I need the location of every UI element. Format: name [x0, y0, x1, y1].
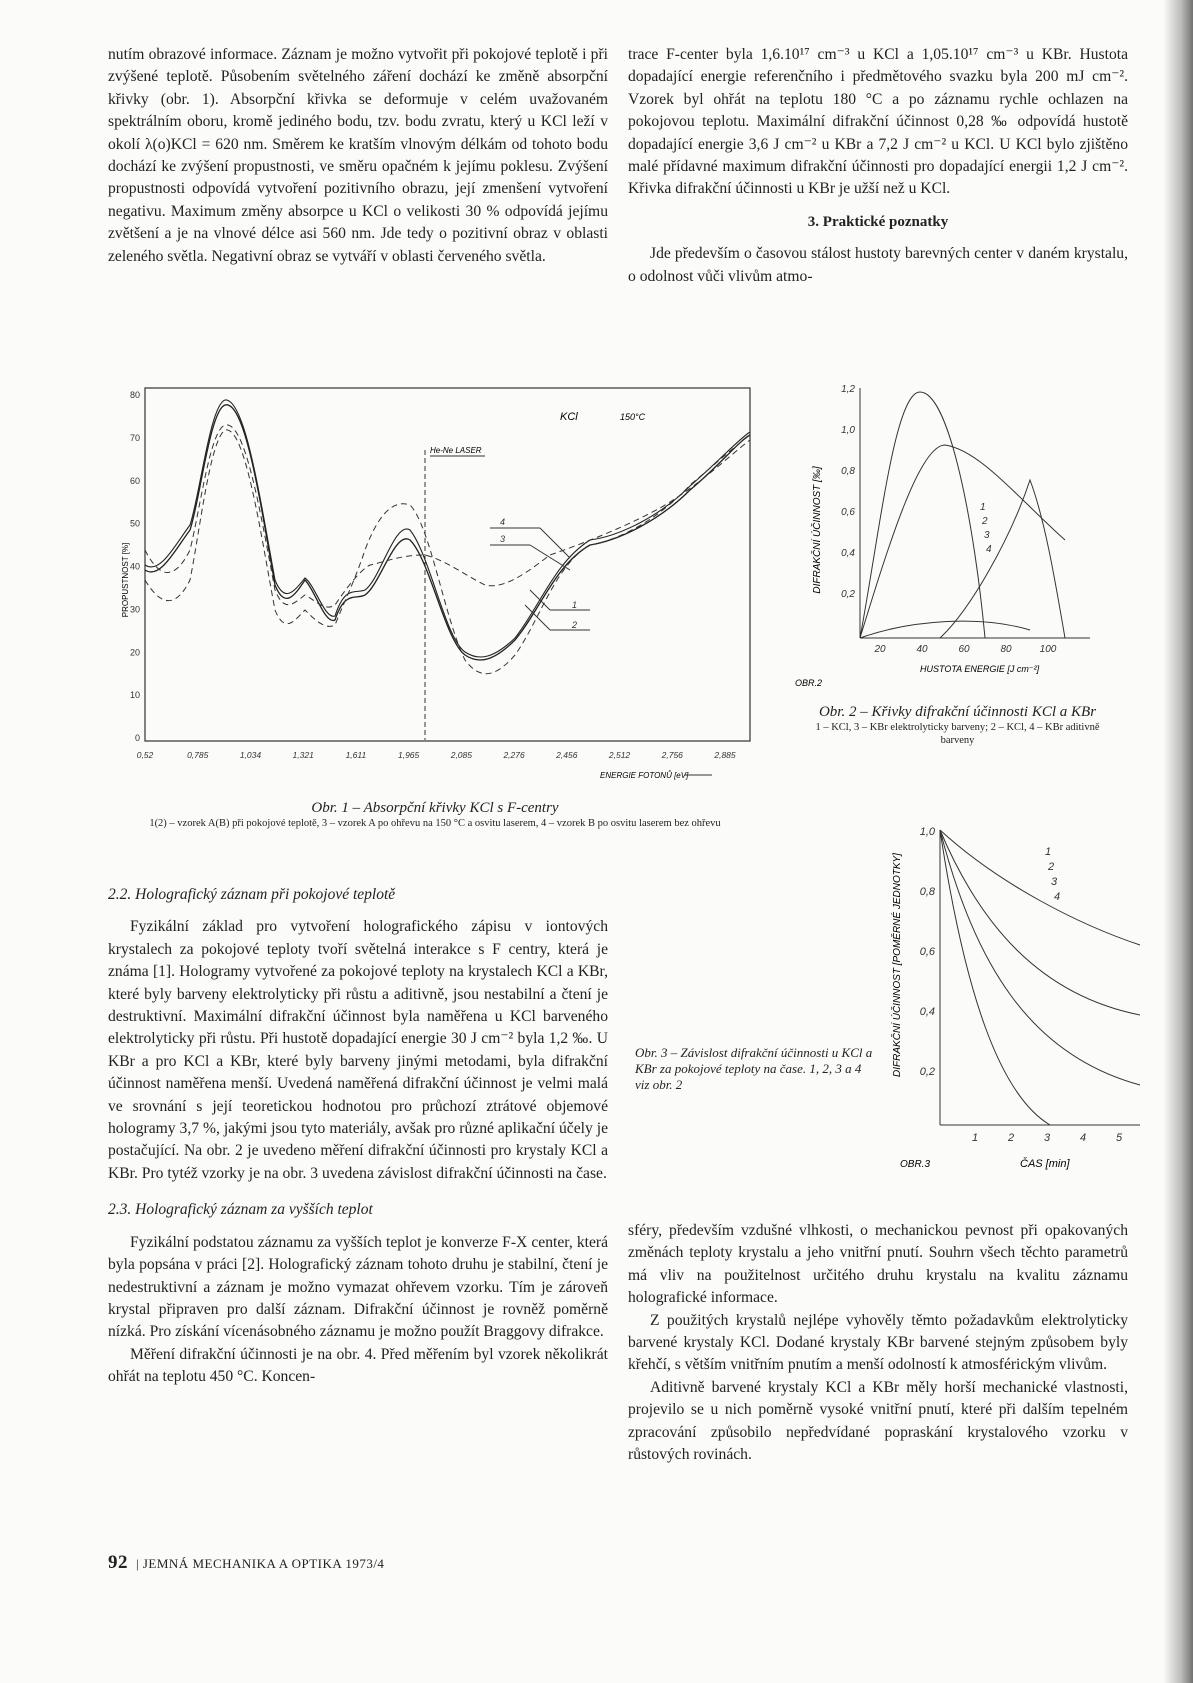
tick-label: 60 — [958, 644, 970, 655]
tick-label: 0,6 — [841, 507, 855, 518]
fig2-obr: OBR.2 — [795, 678, 823, 688]
tick-label: 0,8 — [919, 886, 935, 898]
fig3-label-2: 2 — [1048, 861, 1055, 873]
journal-name: JEMNÁ MECHANIKA A OPTIKA 1973/4 — [142, 1556, 385, 1571]
fig2-label-1: 1 — [980, 502, 986, 513]
left-column-lower — [108, 870, 608, 1389]
fig2-label-2: 2 — [982, 516, 988, 527]
figure-1-caption — [110, 800, 760, 830]
paragraph: Fyzikální základ pro vytvoření holografického zápisu v iontových krystalech za pokojové teploty tvoří světelná interakce s F centry, která je známa [1]. Hologramy vytvořené za pokojové teploty na krystalech KCl a KBr, které byly barveny elektrolyticky při růstu a aditivně, jsou nestabilní a čtení je destruktivní. Maximální difrakční účinnost byla naměřena u KCl barveného elektrolyticky při růstu. Při hustotě dopadající energie 30 J cm⁻² byla 1,2 ‰. U KBr a pro KCl a KBr, které byly barveny jinými metodami, byla difrakční účinnost naměřena menší. Uvedená naměřená difrakční účinnost je velmi malá ve srovnání s její teoretickou hodnotou pro průchozí ztrátové objemové hologramy 3,7 %, jakými jsou tyto materiály, avšak pro různé aplikační účely je postačující. Na obr. 2 je uvedeno měření difrakční účinnosti pro krystaly KCl a KBr. Pro tytéž vzorky je na obr. 3 uvedena závislost difrakční účinnosti na čase. — [108, 918, 608, 1182]
tick-label: 70 — [129, 432, 140, 443]
figure-2 — [790, 380, 1110, 690]
figure-3-caption — [635, 1045, 875, 1093]
fig2-xlabel: HUSTOTA ENERGIE [J cm⁻²] — [920, 664, 1040, 674]
tick-label: 0,2 — [919, 1066, 935, 1078]
left-column-top — [108, 44, 608, 268]
paragraph: nutím obrazové informace. Záznam je možno vytvořit při pokojové teplotě i při zvýšené teplotě. Působením světelného záření dochází ke změně absorpční křivky (obr. 1). Absorpční křivka se deformuje v celém uvažovaném spektrálním oboru, kromě jediného bodu, tzv. bodu zvratu, který u KCl leží v okolí λ(o)KCl = 620 nm. Směrem ke kratším vlnovým délkám od tohoto bodu dochází ke zvýšení propustnosti, ve směru opačném k jejímu poklesu. Zvýšení propustnosti odpovídá vytvoření pozitivního obrazu, její zmenšení vytvoření negativu. Maximum změny absorpce u KCl o velikosti 30 % odpovídá jejímu zvětšení a je na vlnové délce asi 560 nm. Jde tedy o pozitivní obraz v oblasti zeleného světla. Negativní obraz se vytváří v oblasti červeného světla. — [108, 46, 608, 265]
fig3-curve-1 — [940, 830, 1140, 945]
figure-3-chart — [880, 815, 1160, 1175]
fig3-curve-4 — [940, 830, 1050, 1125]
fig2-curve-3 — [860, 621, 1030, 638]
figure-2-chart — [790, 380, 1110, 690]
tick-label: 1,611 — [345, 750, 367, 760]
tick-label: 1,965 — [397, 750, 420, 760]
fig3-curve-2 — [940, 830, 1140, 1015]
tick-label: 1 — [971, 1132, 979, 1144]
binding-shadow — [1163, 0, 1193, 1683]
figure-1-chart — [100, 380, 760, 800]
tick-label: 1,0 — [919, 826, 935, 838]
tick-label: 0,8 — [841, 466, 855, 477]
tick-label: 30 — [129, 604, 140, 615]
section-23-heading: 2.3. Holografický záznam za vyšších teplot — [108, 1201, 373, 1219]
fig3-curve-3 — [940, 830, 1140, 1085]
tick-label: 0,52 — [136, 750, 154, 760]
fig2-curve-4 — [940, 480, 1065, 638]
paragraph: Jde především o časovou stálost hustoty barevných center v daném krystalu, o odolnost vůči vlivům atmo- — [628, 245, 1128, 285]
fig2-caption-text: 1 – KCl, 3 – KBr elektrolyticky barveny; 2 – KCl, 4 – KBr aditivně barveny — [815, 722, 1100, 746]
paragraph: Aditivně barvené krystaly KCl a KBr měly horší mechanické vlastnosti, projevilo se u nich poměrně vysoké vnitřní pnutí, které při dalším tepelném zpracování způsobilo nepředvídané popraskání krystalového vzorku v růstových rovinách. — [628, 1378, 1128, 1464]
fig1-label-3: 3 — [500, 534, 506, 544]
page-footer: 92 | JEMNÁ MECHANIKA A OPTIKA 1973/4 — [108, 1552, 385, 1573]
tick-label: 2,085 — [450, 750, 473, 760]
page-number: 92 — [108, 1552, 128, 1573]
tick-label: 20 — [129, 647, 140, 658]
section-22-heading: 2.2. Holografický záznam při pokojové teplotě — [108, 886, 396, 903]
fig1-label-4: 4 — [500, 517, 506, 527]
fig2-ylabel: DIFRAKČNÍ ÚČINNOST [‰] — [812, 466, 823, 594]
tick-label: 1,2 — [841, 384, 855, 395]
fig2-curve-2 — [860, 445, 1065, 638]
tick-label: 2,512 — [608, 750, 631, 760]
tick-label: 0,4 — [841, 548, 855, 559]
tick-label: 80 — [1000, 644, 1012, 655]
tick-label: 2,756 — [661, 750, 683, 760]
tick-label: 50 — [129, 518, 140, 529]
tick-label: 40 — [129, 561, 140, 572]
tick-label: 0,785 — [187, 750, 209, 760]
fig2-label-3: 3 — [984, 530, 990, 541]
tick-label: 60 — [129, 475, 140, 486]
paragraph: Měření difrakční účinnosti je na obr. 4. Před měřením byl vzorek několikrát ohřát na teplotu 450 °C. Koncen- — [108, 1345, 608, 1386]
tick-label: 20 — [874, 644, 886, 655]
figure-2-caption — [810, 704, 1105, 747]
tick-label: 4 — [1079, 1132, 1087, 1144]
paragraph: trace F-center byla 1,6.10¹⁷ cm⁻³ u KCl a 1,05.10¹⁷ cm⁻³ u KBr. Hustota dopadající energie referenčního i předmětového svazku byla 200 mJ cm⁻². Vzorek byl ohřát na teplotu 180 °C a po záznamu rychle ochlazen na pokojovou teplotu. Maximální difrakční účinnost 0,28 ‰ odpovídá hustotě dopadající energie 3,6 J cm⁻² u KBr a 7,2 J cm⁻² u KCl. U KCl bylo zjištěno malé přídavné maximum difrakční účinnosti pro dopadající energii 1,2 J cm⁻². Křivka difrakční účinnosti u KBr je užší než u KCl. — [628, 46, 1128, 198]
tick-label: 5 — [1115, 1132, 1123, 1144]
figure-1 — [100, 380, 760, 800]
tick-label: 2,885 — [714, 750, 736, 760]
fig1-laser-label: He-Ne LASER — [430, 446, 482, 455]
fig3-label-4: 4 — [1054, 891, 1061, 903]
figure-3 — [880, 815, 1160, 1175]
tick-label: 40 — [916, 644, 928, 655]
tick-label: 2,276 — [503, 750, 525, 760]
tick-label: 10 — [129, 690, 140, 701]
fig1-curve-4 — [145, 430, 750, 674]
tick-label: 0,6 — [919, 946, 935, 958]
fig2-label-4: 4 — [986, 544, 992, 555]
tick-label: 1,0 — [841, 425, 855, 436]
tick-label: 0,2 — [841, 589, 855, 600]
fig3-xlabel: ČAS [min] — [1020, 1158, 1070, 1170]
tick-label: 1,321 — [292, 750, 314, 760]
fig1-caption-text: 1(2) – vzorek A(B) při pokojové teplotě, 3 – vzorek A po ohřevu na 150 °C a osvitu laserem, 4 – vzorek B po osvitu laserem bez ohřevu — [149, 818, 721, 829]
fig3-ylabel: DIFRAKČNÍ ÚČINNOST [POMĚRNÉ JEDNOTKY] — [892, 853, 903, 1077]
fig1-label-2: 2 — [572, 620, 578, 630]
fig3-label-1: 1 — [1045, 846, 1052, 858]
fig3-label-3: 3 — [1051, 876, 1058, 888]
fig3-obr: OBR.3 — [900, 1159, 931, 1170]
tick-label: 100 — [1039, 644, 1057, 655]
right-column-top — [628, 44, 1128, 288]
tick-label: 80 — [129, 390, 140, 400]
fig1-ylabel: PROPUSTNOST [%] — [121, 542, 130, 618]
fig1-label-1: 1 — [572, 600, 578, 610]
tick-label: 2 — [1007, 1132, 1015, 1144]
tick-label: 0,4 — [919, 1006, 935, 1018]
fig1-caption-title: Obr. 1 – Absorpční křivky KCl s F-centry — [311, 800, 559, 816]
tick-label: 3 — [1043, 1132, 1051, 1144]
fig1-xlabel: ENERGIE FOTONŮ [eV] — [600, 771, 689, 780]
paragraph: Z použitých krystalů nejlépe vyhověly těmto požadavkům elektrolyticky barvené krystaly KCl. Dodané krystaly KBr barvené stejným způsobem byly křehčí, s větším vnitřním pnutím a menší odolností k atmosférickým vlivům. — [628, 1311, 1128, 1374]
fig1-temp: 150°C — [620, 412, 646, 422]
tick-label: 1,034 — [239, 750, 262, 760]
right-column-lower — [628, 1220, 1128, 1466]
tick-label: 2,456 — [556, 750, 578, 760]
fig2-curve-1 — [860, 392, 985, 638]
paragraph: sféry, především vzdušné vlhkosti, o mechanickou pevnost při opakovaných změnách teploty krystalu a jeho vnitřní pnutí. Souhrn všech těchto parametrů má vliv na použitelnost určitého druhu krystalu na kvalitu záznamu holografické informace. — [628, 1222, 1128, 1307]
paragraph: Fyzikální podstatou záznamu za vyšších teplot je konverze F-X center, která byla popsána v práci [2]. Holografický záznam tohoto druhu je stabilní, čtení je nedestruktivní a záznam je možno vymazat ohřevem vzorku. Tím je zároveň krystal připraven pro další záznam. Difrakční účinnost je rovněž poměrně nízká. Pro získání vícenásobného záznamu je možno použít Braggovy difrakce. — [108, 1233, 608, 1341]
tick-label: 0 — [134, 733, 140, 743]
section-3-heading: 3. Praktické poznatky — [807, 213, 949, 230]
fig1-kcl: KCl — [560, 411, 578, 423]
fig2-caption-title: Obr. 2 – Křivky difrakční účinnosti KCl a KBr — [818, 704, 1097, 720]
fig3-caption: Obr. 3 – Závislost difrakční účinnosti u KCl a KBr za pokojové teploty na čase. 1, 2, 3 a 4 viz obr. 2 — [635, 1045, 873, 1092]
